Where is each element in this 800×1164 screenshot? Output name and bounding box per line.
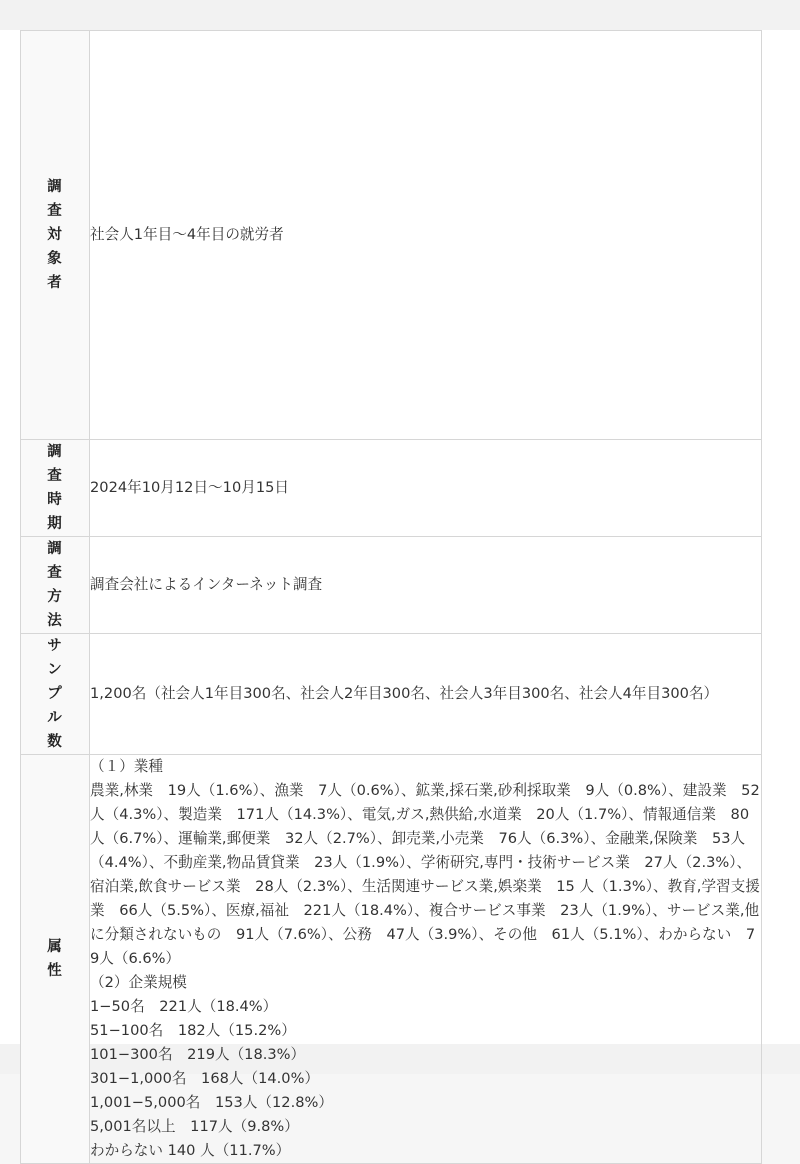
row-attributes	[21, 755, 762, 1164]
company-size-item: 1,001−5,000名 153人（12.8%）	[90, 1094, 333, 1111]
row-method	[21, 537, 762, 634]
label-period-text: 調査時期	[47, 444, 63, 532]
label-target-text: 調査対象者	[47, 179, 63, 291]
value-sample: 1,200名（社会人1年目300名、社会人2年目300名、社会人3年目300名、社会人4年目300名）	[90, 634, 762, 755]
label-method	[21, 537, 90, 634]
row-target	[21, 31, 762, 440]
label-attributes-text: 属性	[47, 939, 63, 979]
label-method-text: 調査方法	[47, 541, 63, 629]
industry-breakdown: 農業,林業 19人（1.6%）、漁業 7人（0.6%）、鉱業,採石業,砂利採取業 9人（0.8%）、建設業 52人（4.3%）、製造業 171人（14.3%）、電気,ガス,熱供給,水道業 20人（1.7%）、情報通信業 80人（6.7%）、運輸業,郵便業 32人（2.7%）、卸売業,小売業 76人（6.3%）、金融業,保険業 53人（4.4%）、不動産業,物品賃貸業 23人（1.9%）、学術研究,専門・技術サービス業 27人（2.3%）、宿泊業,飲食サービス業 28人（2.3%）、生活関連サービス業,娯楽業 15 人（1.3%）、教育,学習支援業 66人（5.5%）、医療,福祉 221人（18.4%）、複合サービス事業 23人（1.9%）、サービス業,他に分類されないもの 91人（7.6%）、公務 47人（3.9%）、その他 61人（5.1%）、わからない 79人（6.6%）	[90, 782, 760, 967]
industry-heading: （１）業種	[90, 758, 163, 775]
value-attributes	[90, 755, 762, 1164]
label-sample-text: サンプル数	[47, 638, 63, 750]
label-period	[21, 440, 90, 537]
company-size-item: わからない 140 人（11.7%）	[90, 1142, 291, 1159]
company-size-item: 101−300名 219人（18.3%）	[90, 1046, 306, 1063]
label-sample	[21, 634, 90, 755]
row-period	[21, 440, 762, 537]
company-size-item: 1−50名 221人（18.4%）	[90, 998, 278, 1015]
label-attributes	[21, 755, 90, 1164]
row-sample	[21, 634, 762, 755]
value-target: 社会人1年目〜4年目の就労者	[90, 31, 762, 440]
survey-overview-table	[20, 30, 762, 1164]
value-period: 2024年10月12日〜10月15日	[90, 440, 762, 537]
label-target	[21, 31, 90, 440]
top-bar	[0, 0, 800, 30]
company-size-item: 51−100名 182人（15.2%）	[90, 1022, 296, 1039]
company-size-heading: （2）企業規模	[90, 974, 187, 991]
value-method: 調査会社によるインターネット調査	[90, 537, 762, 634]
company-size-item: 301−1,000名 168人（14.0%）	[90, 1070, 320, 1087]
company-size-item: 5,001名以上 117人（9.8%）	[90, 1118, 299, 1135]
